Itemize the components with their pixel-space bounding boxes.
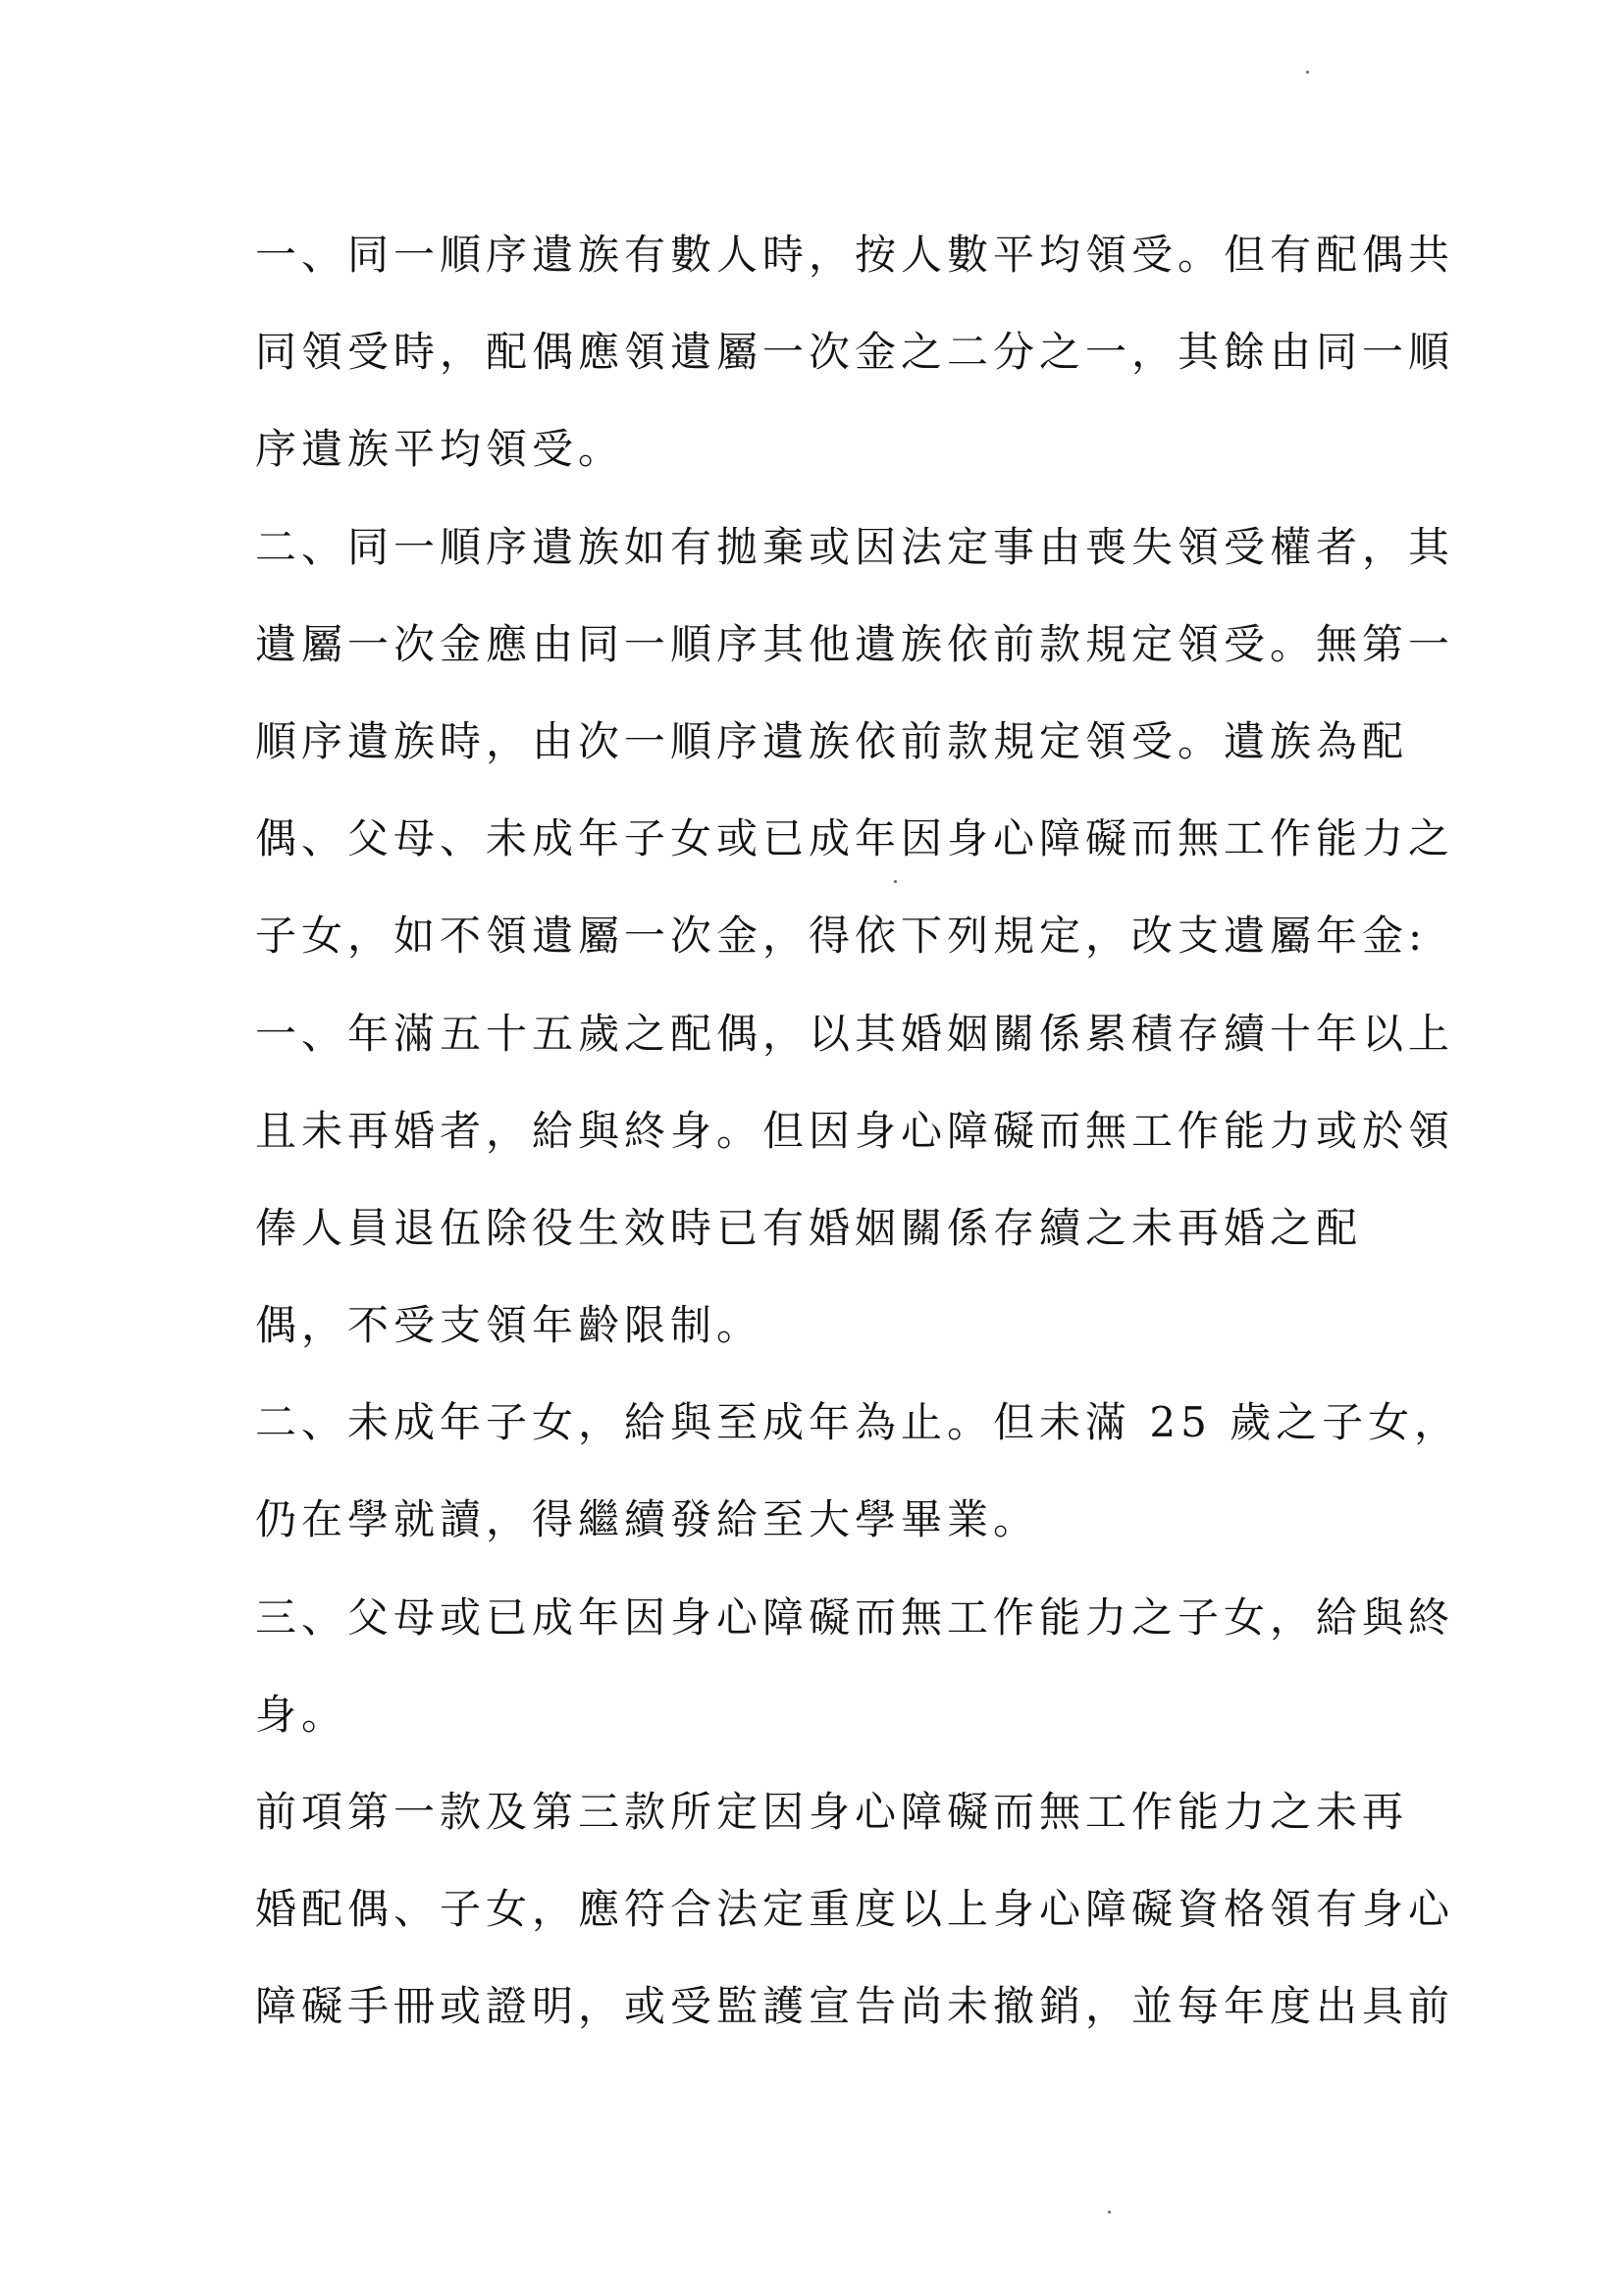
text-line: 前項第一款及第三款所定因身心障礙而無工作能力之未再	[255, 1788, 1409, 1836]
text-line: 婚配偶、子女，應符合法定重度以上身心障礙資格領有身心	[255, 1885, 1455, 1934]
text-line: 仍在學就讀，得繼續發給至大學畢業。	[255, 1495, 1040, 1544]
text-line: 三、父母或已成年因身心障礙而無工作能力之子女，給與終	[255, 1592, 1455, 1642]
text-line: 且未再婚者，給與終身。但因身心障礙而無工作能力或於領	[255, 1106, 1455, 1155]
text-line: 同領受時，配偶應領遺屬一次金之二分之一，其餘由同一順	[255, 328, 1455, 377]
body-text	[255, 224, 1461, 2073]
text-line: 障礙手冊或證明，或受監護宣告尚未撤銷，並每年度出具前	[255, 1982, 1455, 2031]
text-line: 順序遺族時，由次一順序遺族依前款規定領受。遺族為配	[255, 716, 1409, 765]
text-line: 一、同一順序遺族有數人時，按人數平均領受。但有配偶共	[255, 231, 1455, 279]
text-line: 遺屬一次金應由同一順序其他遺族依前款規定領受。無第一	[255, 619, 1455, 668]
text-line: 俸人員退伍除役生效時已有婚姻關係存續之未再婚之配	[255, 1203, 1363, 1252]
text-line: 一、年滿五十五歲之配偶，以其婚姻關係累積存續十年以上	[255, 1009, 1455, 1058]
text-line: 身。	[255, 1690, 348, 1739]
text-line: 偶、父母、未成年子女或已成年因身心障礙而無工作能力之	[255, 814, 1455, 863]
text-line: 子女，如不領遺屬一次金，得依下列規定，改支遺屬年金:	[255, 912, 1428, 961]
text-line: 二、同一順序遺族如有拋棄或因法定事由喪失領受權者，其	[255, 522, 1455, 571]
text-line: 二、未成年子女，給與至成年為止。但未滿 25 歲之子女，	[255, 1398, 1461, 1447]
scan-speck	[1108, 2211, 1111, 2214]
text-line: 偶，不受支領年齡限制。	[255, 1301, 763, 1350]
text-line: 序遺族平均領受。	[255, 425, 625, 474]
scan-speck	[1306, 71, 1309, 74]
